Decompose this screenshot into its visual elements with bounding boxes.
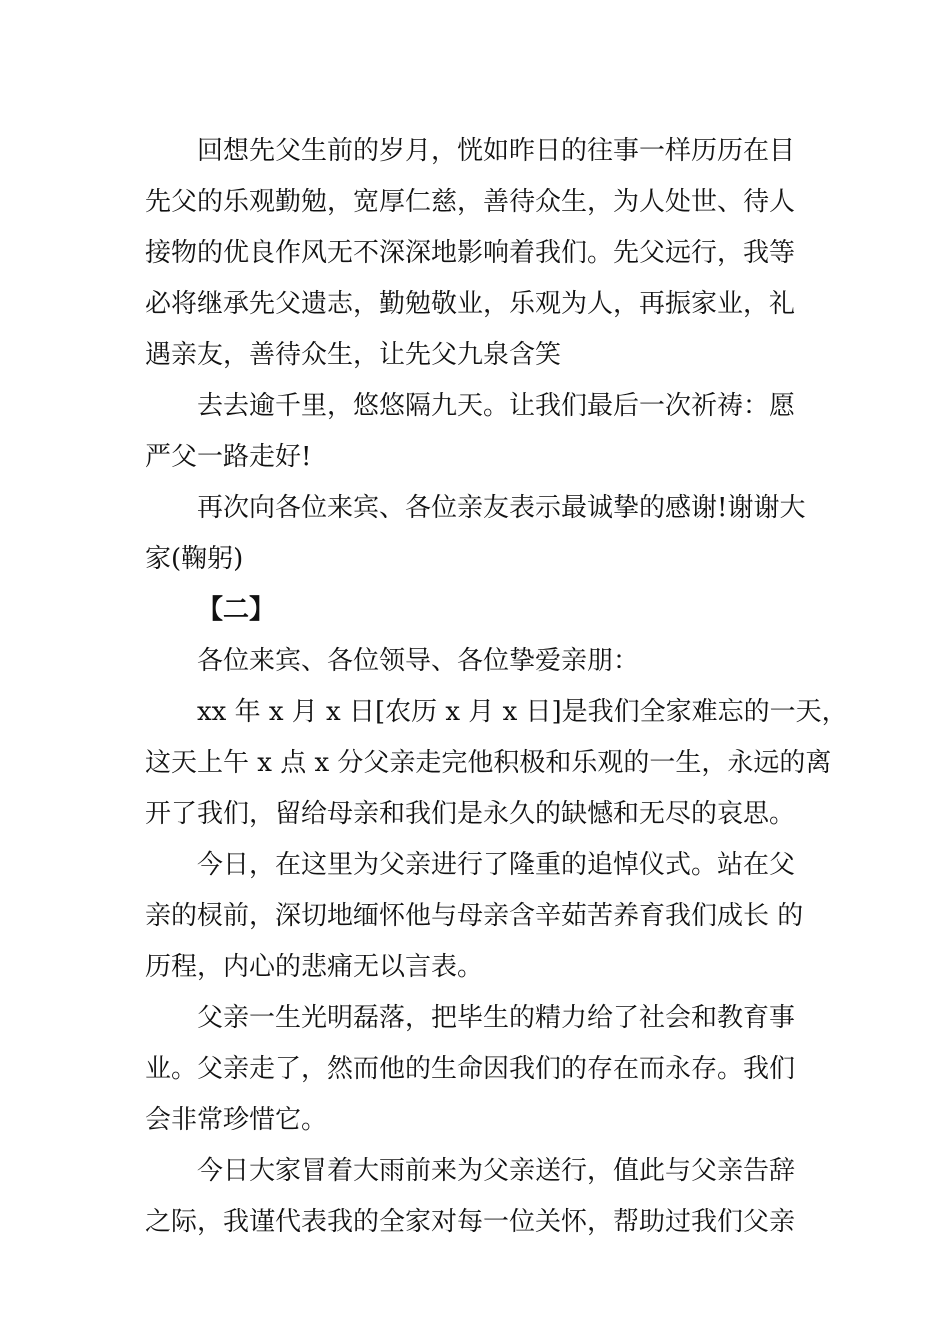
text-line: 今日，在这里为父亲进行了隆重的追悼仪式。站在父 <box>197 850 796 880</box>
text-line: 家(鞠躬) <box>145 544 244 574</box>
text-line: 之际，我谨代表我的全家对每一位关怀，帮助过我们父亲 <box>145 1207 796 1237</box>
text-line: 再次向各位来宾、各位亲友表示最诚挚的感谢!谢谢大 <box>197 493 806 523</box>
text-line: 遇亲友，善待众生，让先父九泉含笑 <box>145 340 562 370</box>
document-body <box>145 126 848 1248</box>
text-line: 业。父亲走了，然而他的生命因我们的存在而永存。我们 <box>145 1054 796 1084</box>
text-line: 接物的优良作风无不深深地影响着我们。先父远行，我等 <box>145 238 796 268</box>
text-line: 回想先父生前的岁月，恍如昨日的往事一样历历在目 <box>197 136 796 166</box>
text-line: 各位来宾、各位领导、各位挚爱亲朋： <box>197 646 640 676</box>
text-line: 历程，内心的悲痛无以言表。 <box>145 952 484 982</box>
text-line: xx 年 x 月 x 日[农历 x 月 x 日]是我们全家难忘的一天， <box>197 697 848 727</box>
text-line: 先父的乐观勤勉，宽厚仁慈，善待众生，为人处世、待人 <box>145 187 796 217</box>
text-line: 今日大家冒着大雨前来为父亲送行，值此与父亲告辞 <box>197 1156 796 1186</box>
text-line: 会非常珍惜它。 <box>145 1105 328 1135</box>
text-line: 父亲一生光明磊落，把毕生的精力给了社会和教育事 <box>197 1003 796 1033</box>
section-heading: 【二】 <box>197 595 276 625</box>
text-line: 亲的棂前，深切地缅怀他与母亲含辛茹苦养育我们成长 的 <box>145 901 804 931</box>
text-line: 开了我们，留给母亲和我们是永久的缺憾和无尽的哀思。 <box>145 799 796 829</box>
text-line: 这天上午 x 点 x 分父亲走完他积极和乐观的一生，永远的离 <box>145 748 832 778</box>
text-line: 严父一路走好! <box>145 442 312 472</box>
text-line: 必将继承先父遗志，勤勉敬业，乐观为人，再振家业，礼 <box>145 289 796 319</box>
text-line: 去去逾千里，悠悠隔九天。让我们最后一次祈祷：愿 <box>197 391 796 421</box>
